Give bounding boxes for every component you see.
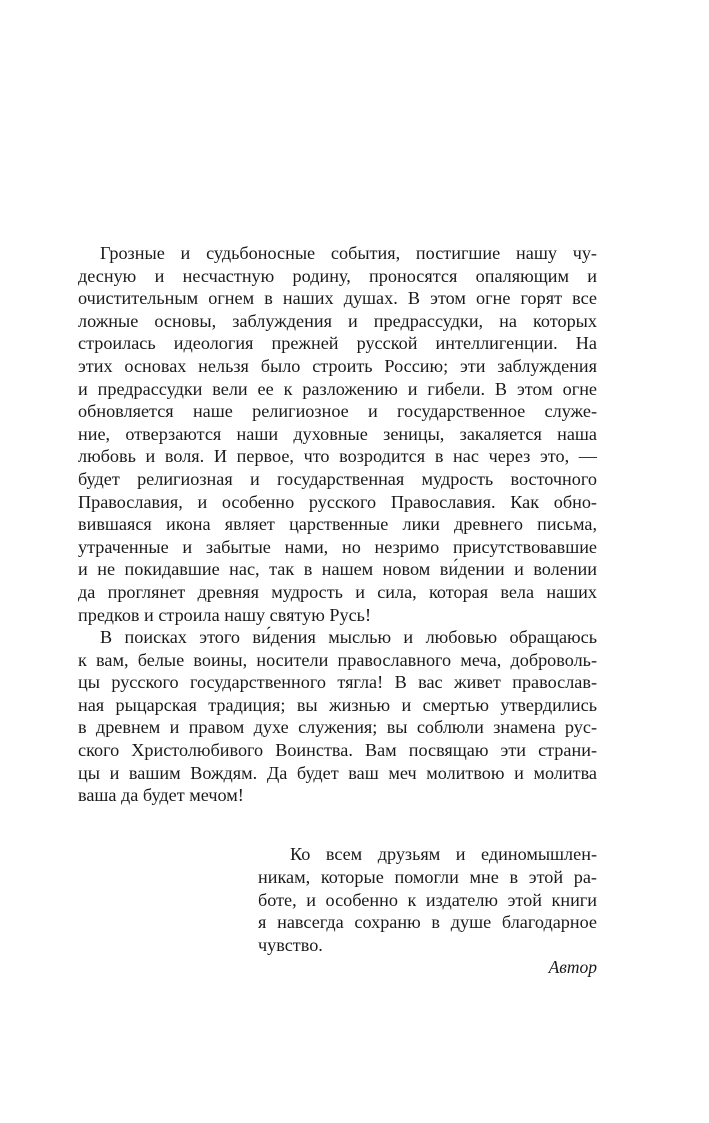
- dedication-line: я навсегда сохраню в душе благодарное: [258, 912, 597, 933]
- paragraph-line: вившаяся икона являет царственные лики древнего письма,: [78, 514, 597, 535]
- dedication-line: Ко всем друзьям и единомышлен-: [290, 844, 597, 864]
- paragraph-line: обновляется наше религиозное и государственное служе-: [78, 401, 597, 422]
- paragraph-line: любовь и воля. И первое, что возродится в нас через это, —: [78, 446, 597, 467]
- paragraph-line: строилась идеология прежней русской интеллигенции. На: [78, 333, 597, 354]
- paragraph-line: цы русского государственного тягла! В вас живет православ-: [78, 672, 597, 693]
- paragraph-line: Грозные и судьбоносные события, постигшие нашу чу-: [100, 243, 597, 263]
- paragraph-line: к вам, белые воины, носители православного меча, доброволь-: [78, 649, 597, 670]
- paragraph-line: очистительным огнем в наших душах. В этом огне горят все: [78, 288, 597, 309]
- paragraph-line: в древнем и правом духе служения; вы соблюли знамена рус-: [78, 717, 597, 738]
- dedication: [258, 843, 597, 957]
- paragraph-line: ваша да будет мечом!: [78, 785, 244, 806]
- paragraph-line: цы и вашим Вождям. Да будет ваш меч молитвою и молитва: [78, 762, 597, 783]
- main-text: [78, 242, 597, 807]
- paragraph-line: В поисках этого ви́дения мыслью и любовью обращаюсь: [100, 627, 597, 648]
- dedication-line: чувство.: [258, 935, 323, 956]
- paragraph-2: [78, 626, 597, 807]
- paragraph-line: и предрассудки вели ее к разложению и гибели. В этом огне: [78, 378, 597, 399]
- paragraph-line: утраченные и забытые нами, но незримо присутствовавшие: [78, 536, 597, 557]
- paragraph-line: да проглянет древняя мудрость и сила, которая вела наших: [78, 581, 597, 602]
- paragraph-line: ского Христолюбивого Воинства. Вам посвящаю эти страни-: [78, 740, 597, 761]
- author-signature: Автор: [548, 957, 597, 977]
- paragraph-line: ние, отверзаются наши духовные зеницы, закаляется наша: [78, 423, 597, 444]
- paragraph-1: [78, 242, 597, 626]
- paragraph-line: этих основах нельзя было строить Россию; эти заблуждения: [78, 355, 597, 376]
- dedication-line: боте, и особенно к издателю этой книги: [258, 889, 597, 910]
- paragraph-line: будет религиозная и государственная мудрость восточного: [78, 468, 597, 489]
- paragraph-line: ная рыцарская традиция; вы жизнью и смертью утвердились: [78, 694, 597, 715]
- dedication-line: никам, которые помогли мне в этой ра-: [258, 866, 597, 887]
- paragraph-line: и не покидавшие нас, так в нашем новом ви́дении и волении: [78, 559, 597, 580]
- paragraph-line: ложные основы, заблуждения и предрассудки, на которых: [78, 310, 597, 331]
- paragraph-line: Православия, и особенно русского Православия. Как обно-: [78, 491, 597, 512]
- paragraph-line: предков и строила нашу святую Русь!: [78, 604, 371, 625]
- paragraph-line: десную и несчастную родину, проносятся опаляющим и: [78, 265, 597, 286]
